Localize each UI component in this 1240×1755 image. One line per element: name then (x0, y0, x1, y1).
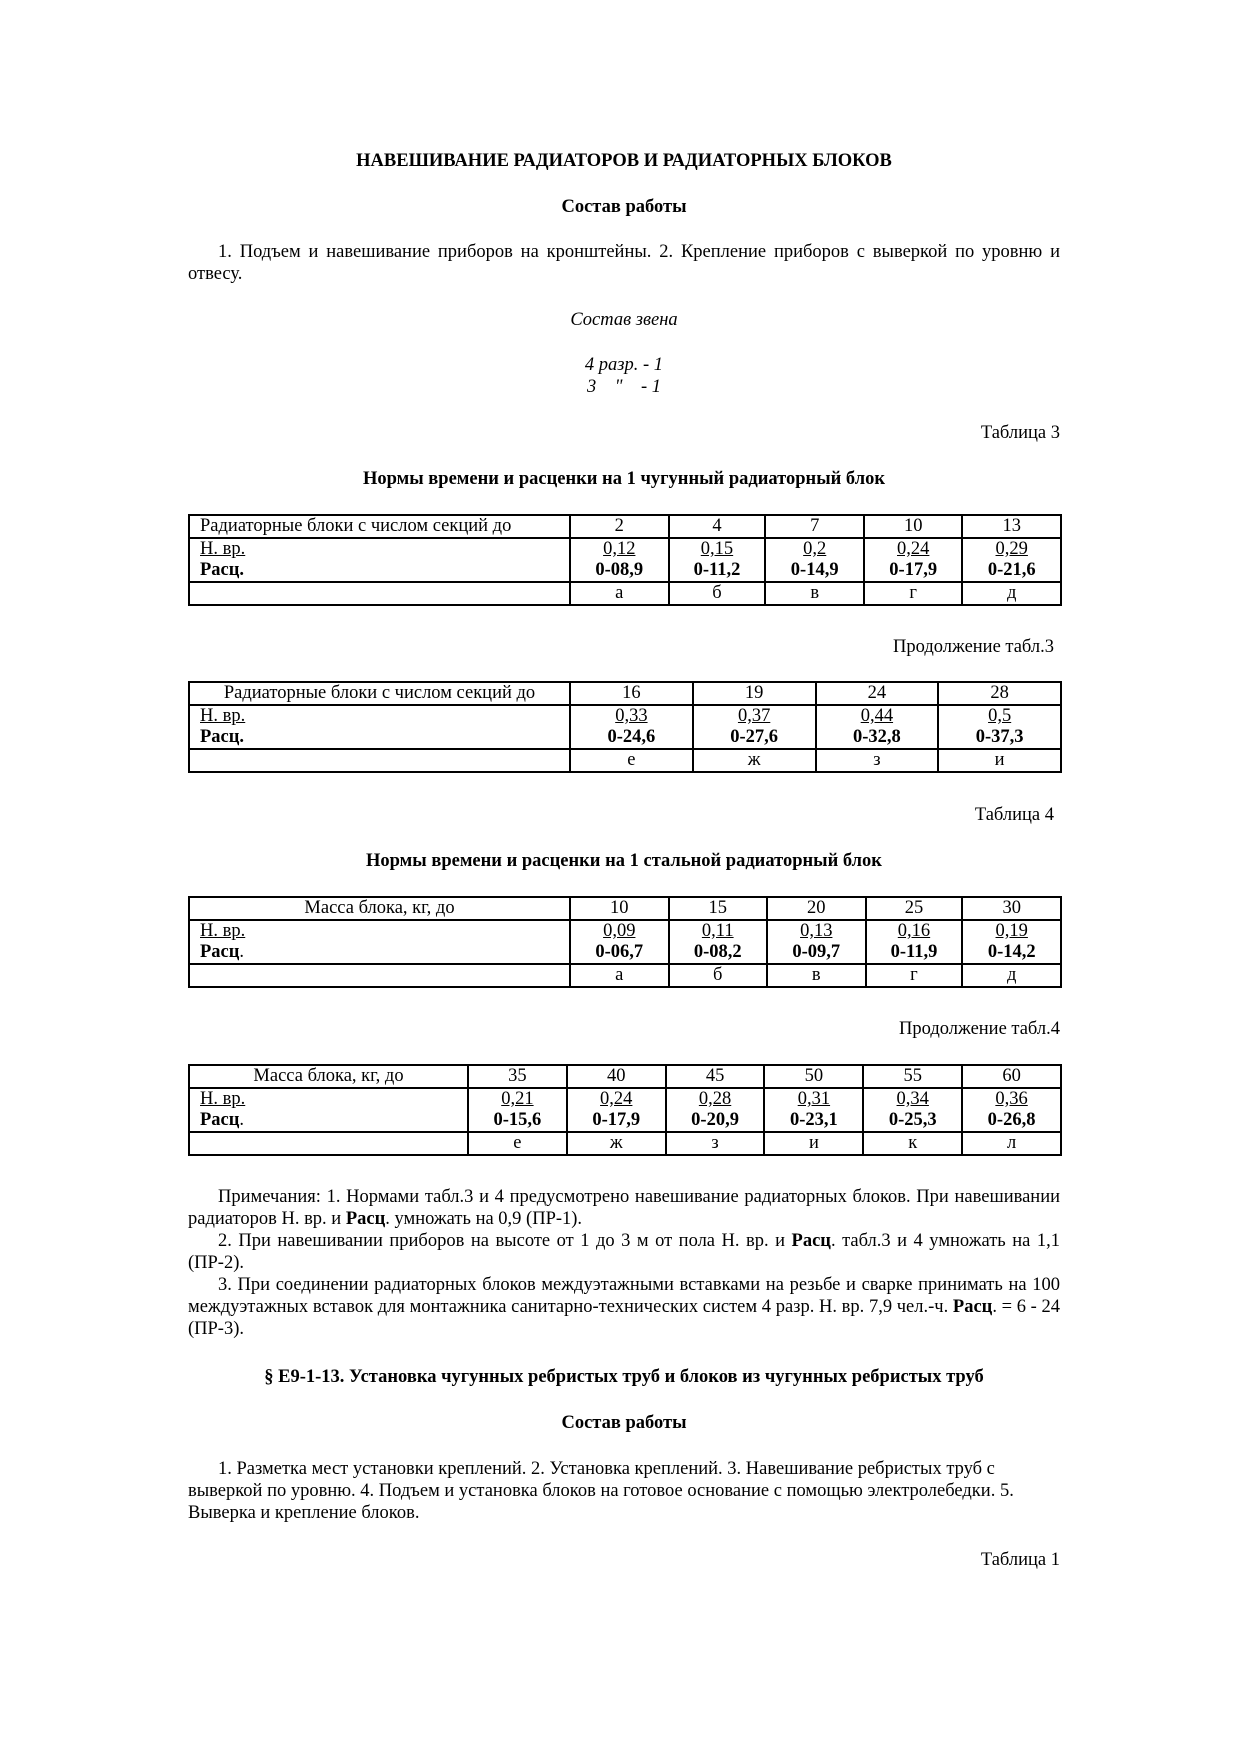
row-labels: Н. вр. Расц. (189, 705, 570, 749)
table-row-index (189, 1132, 1061, 1155)
table-cell-value: 0,19 0-14,2 (962, 920, 1061, 964)
table-cell-index: б (669, 582, 766, 605)
table-cell-index: в (767, 964, 866, 987)
table-cell-index: а (570, 964, 669, 987)
table3-title: Нормы времени и расценки на 1 чугунный радиаторный блок (362, 469, 886, 489)
crew-heading: Состав звена (570, 310, 678, 330)
table-cell-param: 7 (765, 515, 864, 538)
table-cell-param: 4 (669, 515, 766, 538)
table-cell-empty (189, 1132, 468, 1155)
table-cell-param: 60 (962, 1065, 1061, 1088)
table-cell-param: 19 (693, 682, 816, 705)
table-cell-param: 20 (767, 897, 866, 920)
table-header-label: Масса блока, кг, до (189, 1065, 468, 1088)
table-cell-index: а (570, 582, 669, 605)
table-cell-param: 13 (962, 515, 1061, 538)
section2-work-text: 1. Разметка мест установки креплений. 2. Установка креплений. 3. Навешивание ребристых труб с выверкой по уровню. 4. Подъем и установка блоков на готовое основание с помощью электролебедки. 5. Выверка и крепление блоков. (188, 1459, 1014, 1523)
table-cell-value: 0,24 0-17,9 (864, 538, 963, 582)
table-cell-value: 0,36 0-26,8 (962, 1088, 1061, 1132)
table-cell-index: ж (693, 749, 816, 772)
table-row-header (189, 682, 1061, 705)
table-cell-value: 0,09 0-06,7 (570, 920, 669, 964)
table-cell-value: 0,37 0-27,6 (693, 705, 816, 749)
table-row-header (189, 897, 1061, 920)
table-cell-value: 0,34 0-25,3 (863, 1088, 962, 1132)
table-cell-value: 0,29 0-21,6 (962, 538, 1061, 582)
section2-title: § Е9-1-13. Установка чугунных ребристых труб и блоков из чугунных ребристых труб (264, 1367, 984, 1387)
table-cell-value: 0,2 0-14,9 (765, 538, 864, 582)
table-cell-param: 28 (938, 682, 1061, 705)
table-row-values (189, 920, 1061, 964)
table-cell-empty (189, 582, 570, 605)
table-cell-index: з (666, 1132, 765, 1155)
table-cell-index: е (570, 749, 693, 772)
table-cell-empty (189, 964, 570, 987)
table4-title: Нормы времени и расценки на 1 стальной радиаторный блок (366, 851, 882, 871)
table3-cont-label: Продолжение табл.3 (893, 637, 1054, 657)
table-cell-param: 50 (764, 1065, 863, 1088)
table-cell-value: 0,15 0-11,2 (669, 538, 766, 582)
table-cell-index: г (866, 964, 963, 987)
table-cell-value: 0,31 0-23,1 (764, 1088, 863, 1132)
table-cell-param: 10 (570, 897, 669, 920)
table-header-label: Радиаторные блоки с числом секций до (189, 682, 570, 705)
table-cell-param: 55 (863, 1065, 962, 1088)
table-cell-index: в (765, 582, 864, 605)
table3 (188, 514, 1062, 606)
table-cell-value: 0,44 0-32,8 (816, 705, 939, 749)
table-row-header (189, 515, 1061, 538)
table-cell-param: 35 (468, 1065, 567, 1088)
table-cell-index: л (962, 1132, 1061, 1155)
table-cell-param: 24 (816, 682, 939, 705)
table-cell-param: 15 (669, 897, 768, 920)
table-cell-index: д (962, 964, 1061, 987)
table-cell-index: з (816, 749, 939, 772)
table-cell-param: 16 (570, 682, 693, 705)
table-cell-empty (189, 749, 570, 772)
table-cell-param: 25 (866, 897, 963, 920)
table-header-label: Масса блока, кг, до (189, 897, 570, 920)
table-cell-value: 0,33 0-24,6 (570, 705, 693, 749)
work-composition-text: 1. Подъем и навешивание приборов на кронштейны. 2. Крепление приборов с выверкой по уровню и отвесу. (188, 242, 1060, 284)
table-cell-value: 0,13 0-09,7 (767, 920, 866, 964)
crew-line-2: 3 " - 1 (586, 377, 662, 397)
table-cell-index: е (468, 1132, 567, 1155)
table-cell-param: 40 (567, 1065, 666, 1088)
table-cell-param: 2 (570, 515, 669, 538)
table-row-values (189, 538, 1061, 582)
section2-work-heading: Состав работы (561, 1413, 687, 1433)
note-2: 2. При навешивании приборов на высоте от 1 до 3 м от пола Н. вр. и Расц. табл.3 и 4 умножать на 1,1 (ПР-2). (188, 1231, 1060, 1273)
table-cell-value: 0,24 0-17,9 (567, 1088, 666, 1132)
row-labels: Н. вр. Расц. (189, 1088, 468, 1132)
table-cell-index: и (764, 1132, 863, 1155)
row-labels: Н. вр. Расц. (189, 538, 570, 582)
table4-label: Таблица 4 (974, 805, 1054, 825)
note-1: Примечания: 1. Нормами табл.3 и 4 предусмотрено навешивание радиаторных блоков. При навешивании радиаторов Н. вр. и Расц. умножать на 0,9 (ПР-1). (188, 1187, 1060, 1229)
table-row-index (189, 964, 1061, 987)
table-header-label: Радиаторные блоки с числом секций до (189, 515, 570, 538)
table-cell-param: 10 (864, 515, 963, 538)
table3-label: Таблица 3 (980, 423, 1060, 443)
table-cell-value: 0,28 0-20,9 (666, 1088, 765, 1132)
crew-line-1: 4 разр. - 1 (584, 355, 664, 375)
table-row-values (189, 705, 1061, 749)
table-cell-value: 0,11 0-08,2 (669, 920, 768, 964)
table-row-index (189, 749, 1061, 772)
table-row-values (189, 1088, 1061, 1132)
note-3: 3. При соединении радиаторных блоков междуэтажными вставками на резьбе и сварке принимать на 100 междуэтажных вставок для монтажника санитарно-технических систем 4 разр. Н. вр. 7,9 чел.-ч. Расц. = 6 - 24 (ПР-3). (188, 1275, 1060, 1339)
table-cell-index: г (864, 582, 963, 605)
table-row-header (189, 1065, 1061, 1088)
table-row-index (189, 582, 1061, 605)
table-cell-index: б (669, 964, 768, 987)
table-cell-value: 0,21 0-15,6 (468, 1088, 567, 1132)
table-cell-index: к (863, 1132, 962, 1155)
table-cell-param: 45 (666, 1065, 765, 1088)
table4-cont (188, 1064, 1062, 1156)
table-cell-index: д (962, 582, 1061, 605)
table4-cont-label: Продолжение табл.4 (899, 1019, 1060, 1039)
table4 (188, 896, 1062, 988)
section-title: НАВЕШИВАНИЕ РАДИАТОРОВ И РАДИАТОРНЫХ БЛОКОВ (356, 151, 892, 171)
work-composition-heading: Состав работы (561, 197, 687, 217)
table-cell-param: 30 (962, 897, 1061, 920)
table3-cont (188, 681, 1062, 773)
table-cell-value: 0,16 0-11,9 (866, 920, 963, 964)
table-cell-value: 0,12 0-08,9 (570, 538, 669, 582)
table-cell-index: ж (567, 1132, 666, 1155)
table-cell-value: 0,5 0-37,3 (938, 705, 1061, 749)
row-labels: Н. вр. Расц. (189, 920, 570, 964)
table-cell-index: и (938, 749, 1061, 772)
section2-table-label: Таблица 1 (980, 1550, 1060, 1570)
